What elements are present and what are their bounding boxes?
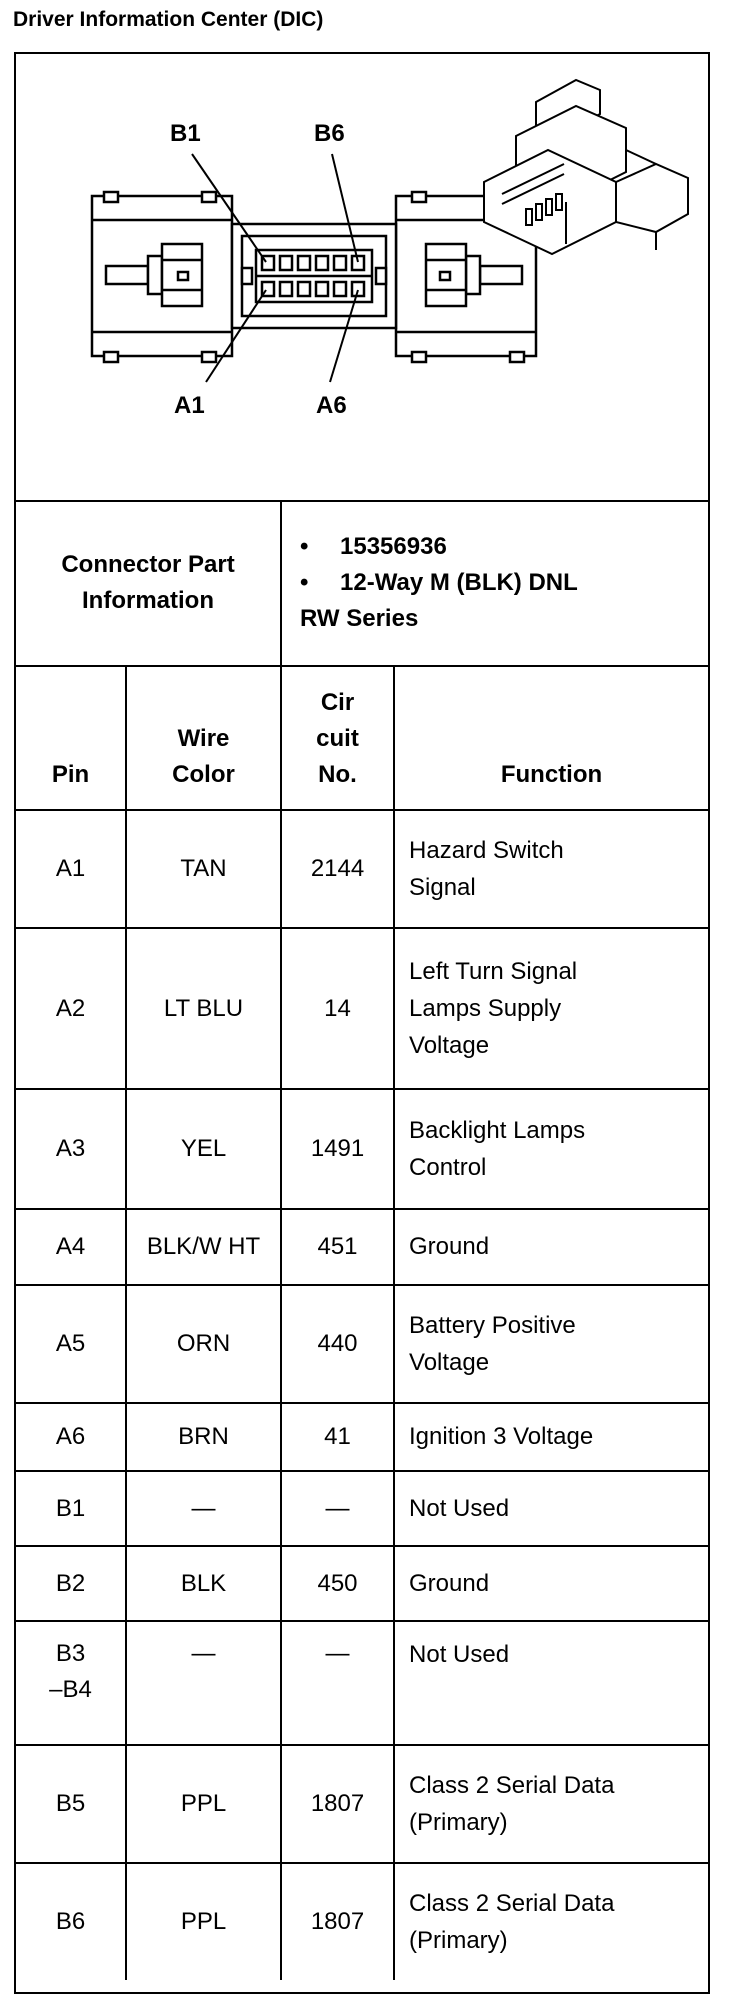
table-row bbox=[16, 928, 708, 1089]
pin-cell: B1 bbox=[16, 1471, 126, 1546]
function-cell: Not Used bbox=[394, 1621, 708, 1745]
connector-info-label bbox=[16, 500, 281, 666]
circuit-cell: 450 bbox=[281, 1546, 394, 1621]
page-title: Driver Information Center (DIC) bbox=[13, 8, 324, 31]
header-row bbox=[16, 666, 708, 810]
connector-diagram bbox=[16, 54, 708, 502]
circuit-cell: 41 bbox=[281, 1403, 394, 1471]
wire-color-cell: — bbox=[126, 1621, 281, 1745]
function-cell: Ground bbox=[394, 1546, 708, 1621]
function-cell: Class 2 Serial Data (Primary) bbox=[394, 1745, 708, 1863]
function-cell: Backlight Lamps Control bbox=[394, 1089, 708, 1209]
header-wire-color: Wire Color bbox=[126, 666, 281, 810]
pin-cell: B2 bbox=[16, 1546, 126, 1621]
wire-color-cell: — bbox=[126, 1471, 281, 1546]
wire-color-cell: LT BLU bbox=[126, 928, 281, 1089]
header-function: Function bbox=[394, 666, 708, 810]
connector-part-number: 15356936 bbox=[340, 532, 447, 560]
function-cell: Class 2 Serial Data (Primary) bbox=[394, 1863, 708, 1980]
circuit-cell: 2144 bbox=[281, 810, 394, 928]
table-row bbox=[16, 1546, 708, 1621]
wire-color-cell: PPL bbox=[126, 1745, 281, 1863]
connector-label-line1: Connector Part bbox=[61, 550, 235, 578]
circuit-cell: 14 bbox=[281, 928, 394, 1089]
function-cell: Battery Positive Voltage bbox=[394, 1285, 708, 1403]
wire-color-cell: BLK/W HT bbox=[126, 1209, 281, 1285]
connector-info-value: • 15356936 • 12-Way M (BLK) DNL RW Series bbox=[281, 500, 708, 666]
pinout-table bbox=[16, 500, 708, 1980]
circuit-cell: 451 bbox=[281, 1209, 394, 1285]
table-row bbox=[16, 1403, 708, 1471]
connector-label-line2: Information bbox=[82, 586, 214, 614]
function-cell: Ground bbox=[394, 1209, 708, 1285]
circuit-cell: 1807 bbox=[281, 1863, 394, 1980]
table-row bbox=[16, 1209, 708, 1285]
table-row bbox=[16, 1621, 708, 1745]
connector-info-row bbox=[16, 500, 708, 666]
connector-type: 12-Way M (BLK) DNL bbox=[340, 568, 578, 596]
connector-series: RW Series bbox=[300, 604, 419, 632]
pin-label-b1: B1 bbox=[170, 120, 201, 147]
header-pin: Pin bbox=[16, 666, 126, 810]
circuit-cell: 1491 bbox=[281, 1089, 394, 1209]
pin-cell: A2 bbox=[16, 928, 126, 1089]
wire-color-cell: BLK bbox=[126, 1546, 281, 1621]
table-row bbox=[16, 1863, 708, 1980]
table-row bbox=[16, 1745, 708, 1863]
pin-label-b6: B6 bbox=[314, 120, 345, 147]
table-row bbox=[16, 1089, 708, 1209]
table-row bbox=[16, 1285, 708, 1403]
function-cell: Not Used bbox=[394, 1471, 708, 1546]
pin-cell: B6 bbox=[16, 1863, 126, 1980]
connector-drawing bbox=[16, 54, 708, 500]
connector-thumbnail bbox=[484, 80, 688, 254]
function-cell: Ignition 3 Voltage bbox=[394, 1403, 708, 1471]
pin-cell: A1 bbox=[16, 810, 126, 928]
wire-color-cell: BRN bbox=[126, 1403, 281, 1471]
function-cell: Hazard Switch Signal bbox=[394, 810, 708, 928]
circuit-cell: — bbox=[281, 1471, 394, 1546]
pin-cell: A6 bbox=[16, 1403, 126, 1471]
pin-cell: A3 bbox=[16, 1089, 126, 1209]
circuit-cell: — bbox=[281, 1621, 394, 1745]
wire-color-cell: PPL bbox=[126, 1863, 281, 1980]
pin-label-a1: A1 bbox=[174, 392, 205, 419]
pin-cell: A4 bbox=[16, 1209, 126, 1285]
pin-cell: B5 bbox=[16, 1745, 126, 1863]
pin-cell: B3 –B4 bbox=[16, 1621, 126, 1745]
circuit-cell: 440 bbox=[281, 1285, 394, 1403]
wire-color-cell: TAN bbox=[126, 810, 281, 928]
table-row bbox=[16, 810, 708, 928]
connector-sheet bbox=[14, 52, 710, 1994]
function-cell: Left Turn Signal Lamps Supply Voltage bbox=[394, 928, 708, 1089]
circuit-cell: 1807 bbox=[281, 1745, 394, 1863]
wire-color-cell: YEL bbox=[126, 1089, 281, 1209]
wire-color-cell: ORN bbox=[126, 1285, 281, 1403]
pin-label-a6: A6 bbox=[316, 392, 347, 419]
table-row bbox=[16, 1471, 708, 1546]
header-circuit-no: Cir cuit No. bbox=[281, 666, 394, 810]
pin-cell: A5 bbox=[16, 1285, 126, 1403]
